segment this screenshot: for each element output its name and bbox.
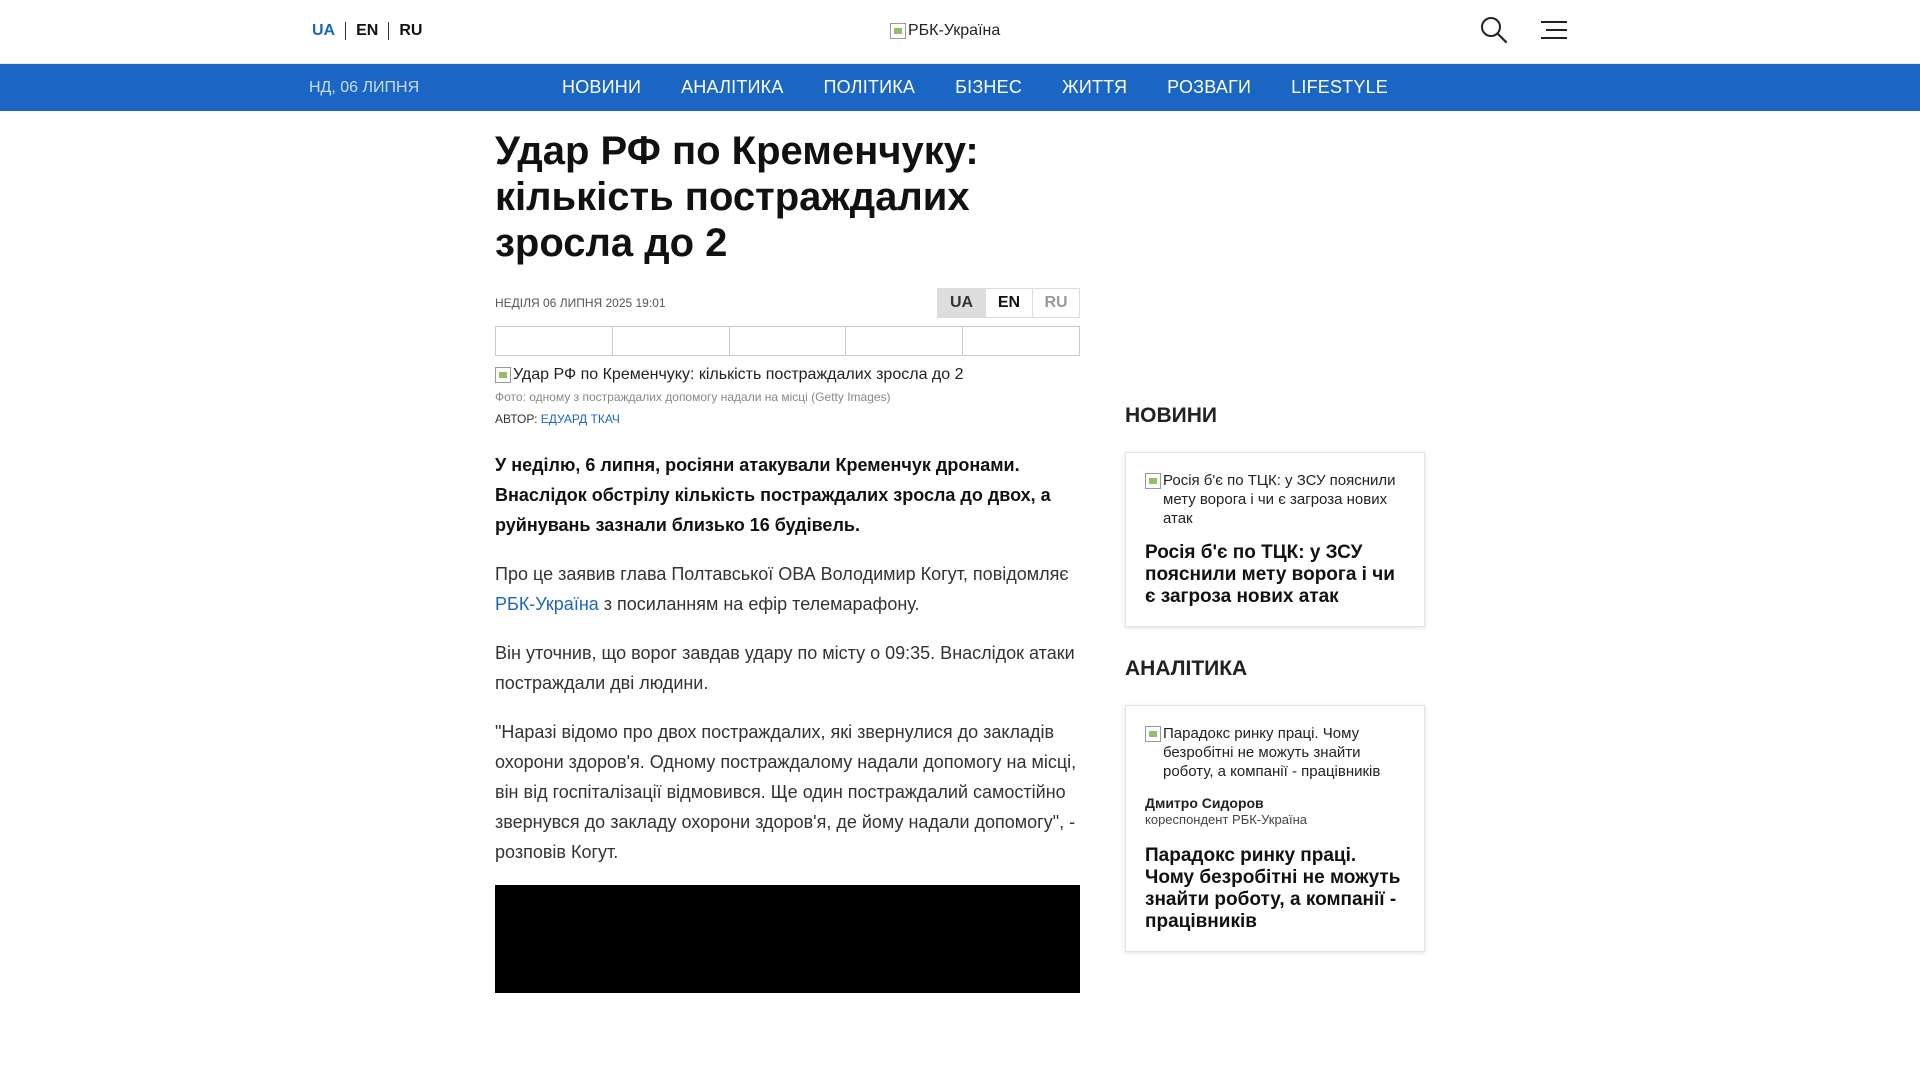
share-button[interactable] [496, 327, 612, 355]
menu-icon [1538, 14, 1570, 46]
paragraph-text: з посиланням на ефір телемарафону. [598, 594, 920, 614]
article-author [495, 412, 1080, 426]
share-button[interactable] [612, 327, 729, 355]
nav-item-life[interactable]: ЖИТТЯ [1062, 77, 1128, 97]
article-quote-paragraph: "Наразі відомо про двох постраждалих, які звернулися до закладів охорони здоров'я. Одному постраждалому надали допомогу на місці, він від госпіталізації відмовився. Ще один постраждалий самостійно звернувся до закладу охорони здоров'я, де йому надали допомогу", - розповів Когут. [495, 722, 1077, 862]
share-button[interactable] [729, 327, 846, 355]
share-button[interactable] [845, 327, 962, 355]
site-logo[interactable] [890, 22, 1000, 40]
author-label: АВТОР: [495, 412, 538, 426]
search-icon [1478, 14, 1510, 46]
analytics-card[interactable] [1125, 705, 1425, 952]
nav-item-politics[interactable]: ПОЛІТИКА [823, 77, 916, 97]
nav-items [562, 64, 1428, 111]
article-paragraph: Він уточнив, що ворог завдав удару по місту о 09:35. Внаслідок атаки постраждали дві людини. [495, 643, 1075, 693]
card-image-alt: Парадокс ринку праці. Чому безробітні не можуть знайти роботу, а компанії - працівників [1163, 725, 1381, 780]
article-paragraph [495, 559, 1080, 619]
paragraph-text: Про це заявив глава Полтавської ОВА Володимир Когут, повідомляє [495, 564, 1069, 584]
broken-image-icon [890, 23, 906, 39]
broken-image-icon [1145, 473, 1161, 489]
share-bar [495, 326, 1080, 356]
card-image [1145, 724, 1405, 781]
language-switcher [312, 22, 432, 40]
nav-item-analytics[interactable]: АНАЛІТИКА [681, 77, 784, 97]
nav-date: НД, 06 ЛИПНЯ [309, 79, 420, 96]
publish-date: НЕДІЛЯ 06 ЛИПНЯ 2025 19:01 [495, 296, 666, 310]
news-card[interactable] [1125, 452, 1425, 627]
lang-ru-link[interactable]: RU [388, 22, 432, 40]
source-link[interactable]: РБК-Україна [495, 594, 599, 614]
card-title[interactable]: Парадокс ринку праці. Чому безробітні не можуть знайти роботу, а компанії - працівників [1145, 845, 1401, 932]
article-main-image [495, 366, 1080, 384]
nav-item-entertainment[interactable]: РОЗВАГИ [1167, 77, 1252, 97]
article-meta [495, 288, 1080, 316]
article-lang-ua[interactable]: UA [938, 289, 985, 317]
article-lead: У неділю, 6 липня, росіяни атакували Кременчук дронами. Внаслідок обстрілу кількість постраждалих зросла до двох, а руйнувань зазнали близько 16 будівель. [495, 455, 1051, 535]
main-nav [0, 64, 1920, 111]
main-image-alt: Удар РФ по Кременчуку: кількість постраждалих зросла до 2 [513, 366, 964, 383]
card-author-name: Дмитро Сидоров [1145, 795, 1264, 811]
logo-alt-text: РБК-Україна [908, 22, 1001, 39]
card-author-role: кореспондент РБК-Україна [1145, 812, 1307, 827]
article [495, 128, 1080, 993]
share-button[interactable] [962, 327, 1079, 355]
lang-en-link[interactable]: EN [345, 22, 388, 40]
article-lang-en[interactable]: EN [985, 289, 1032, 317]
image-caption: Фото: одному з постраждалих допомогу надали на місці (Getty Images) [495, 390, 891, 404]
menu-button[interactable] [1538, 14, 1570, 46]
article-title: Удар РФ по Кременчуку: кількість постраждалих зросла до 2 [495, 129, 979, 265]
article-language-switcher [937, 288, 1080, 318]
sidebar-heading-news[interactable]: НОВИНИ [1125, 404, 1218, 427]
broken-image-icon [1145, 726, 1161, 742]
sidebar [1125, 404, 1425, 952]
article-lang-ru[interactable]: RU [1032, 289, 1079, 317]
nav-item-lifestyle[interactable]: LIFESTYLE [1291, 77, 1388, 97]
video-player[interactable] [495, 885, 1080, 993]
sidebar-heading-analytics[interactable]: АНАЛІТИКА [1125, 657, 1248, 680]
card-title[interactable]: Росія б'є по ТЦК: у ЗСУ пояснили мету ворога і чи є загроза нових атак [1145, 542, 1395, 607]
nav-item-news[interactable]: НОВИНИ [562, 77, 642, 97]
search-button[interactable] [1478, 14, 1510, 46]
site-header [0, 0, 1920, 64]
card-image [1145, 471, 1405, 528]
broken-image-icon [495, 367, 511, 383]
nav-item-business[interactable]: БІЗНЕС [955, 77, 1023, 97]
card-image-alt: Росія б'є по ТЦК: у ЗСУ пояснили мету ворога і чи є загроза нових атак [1163, 472, 1396, 527]
lang-ua-link[interactable]: UA [312, 22, 336, 39]
author-link[interactable]: ЕДУАРД ТКАЧ [540, 412, 620, 426]
